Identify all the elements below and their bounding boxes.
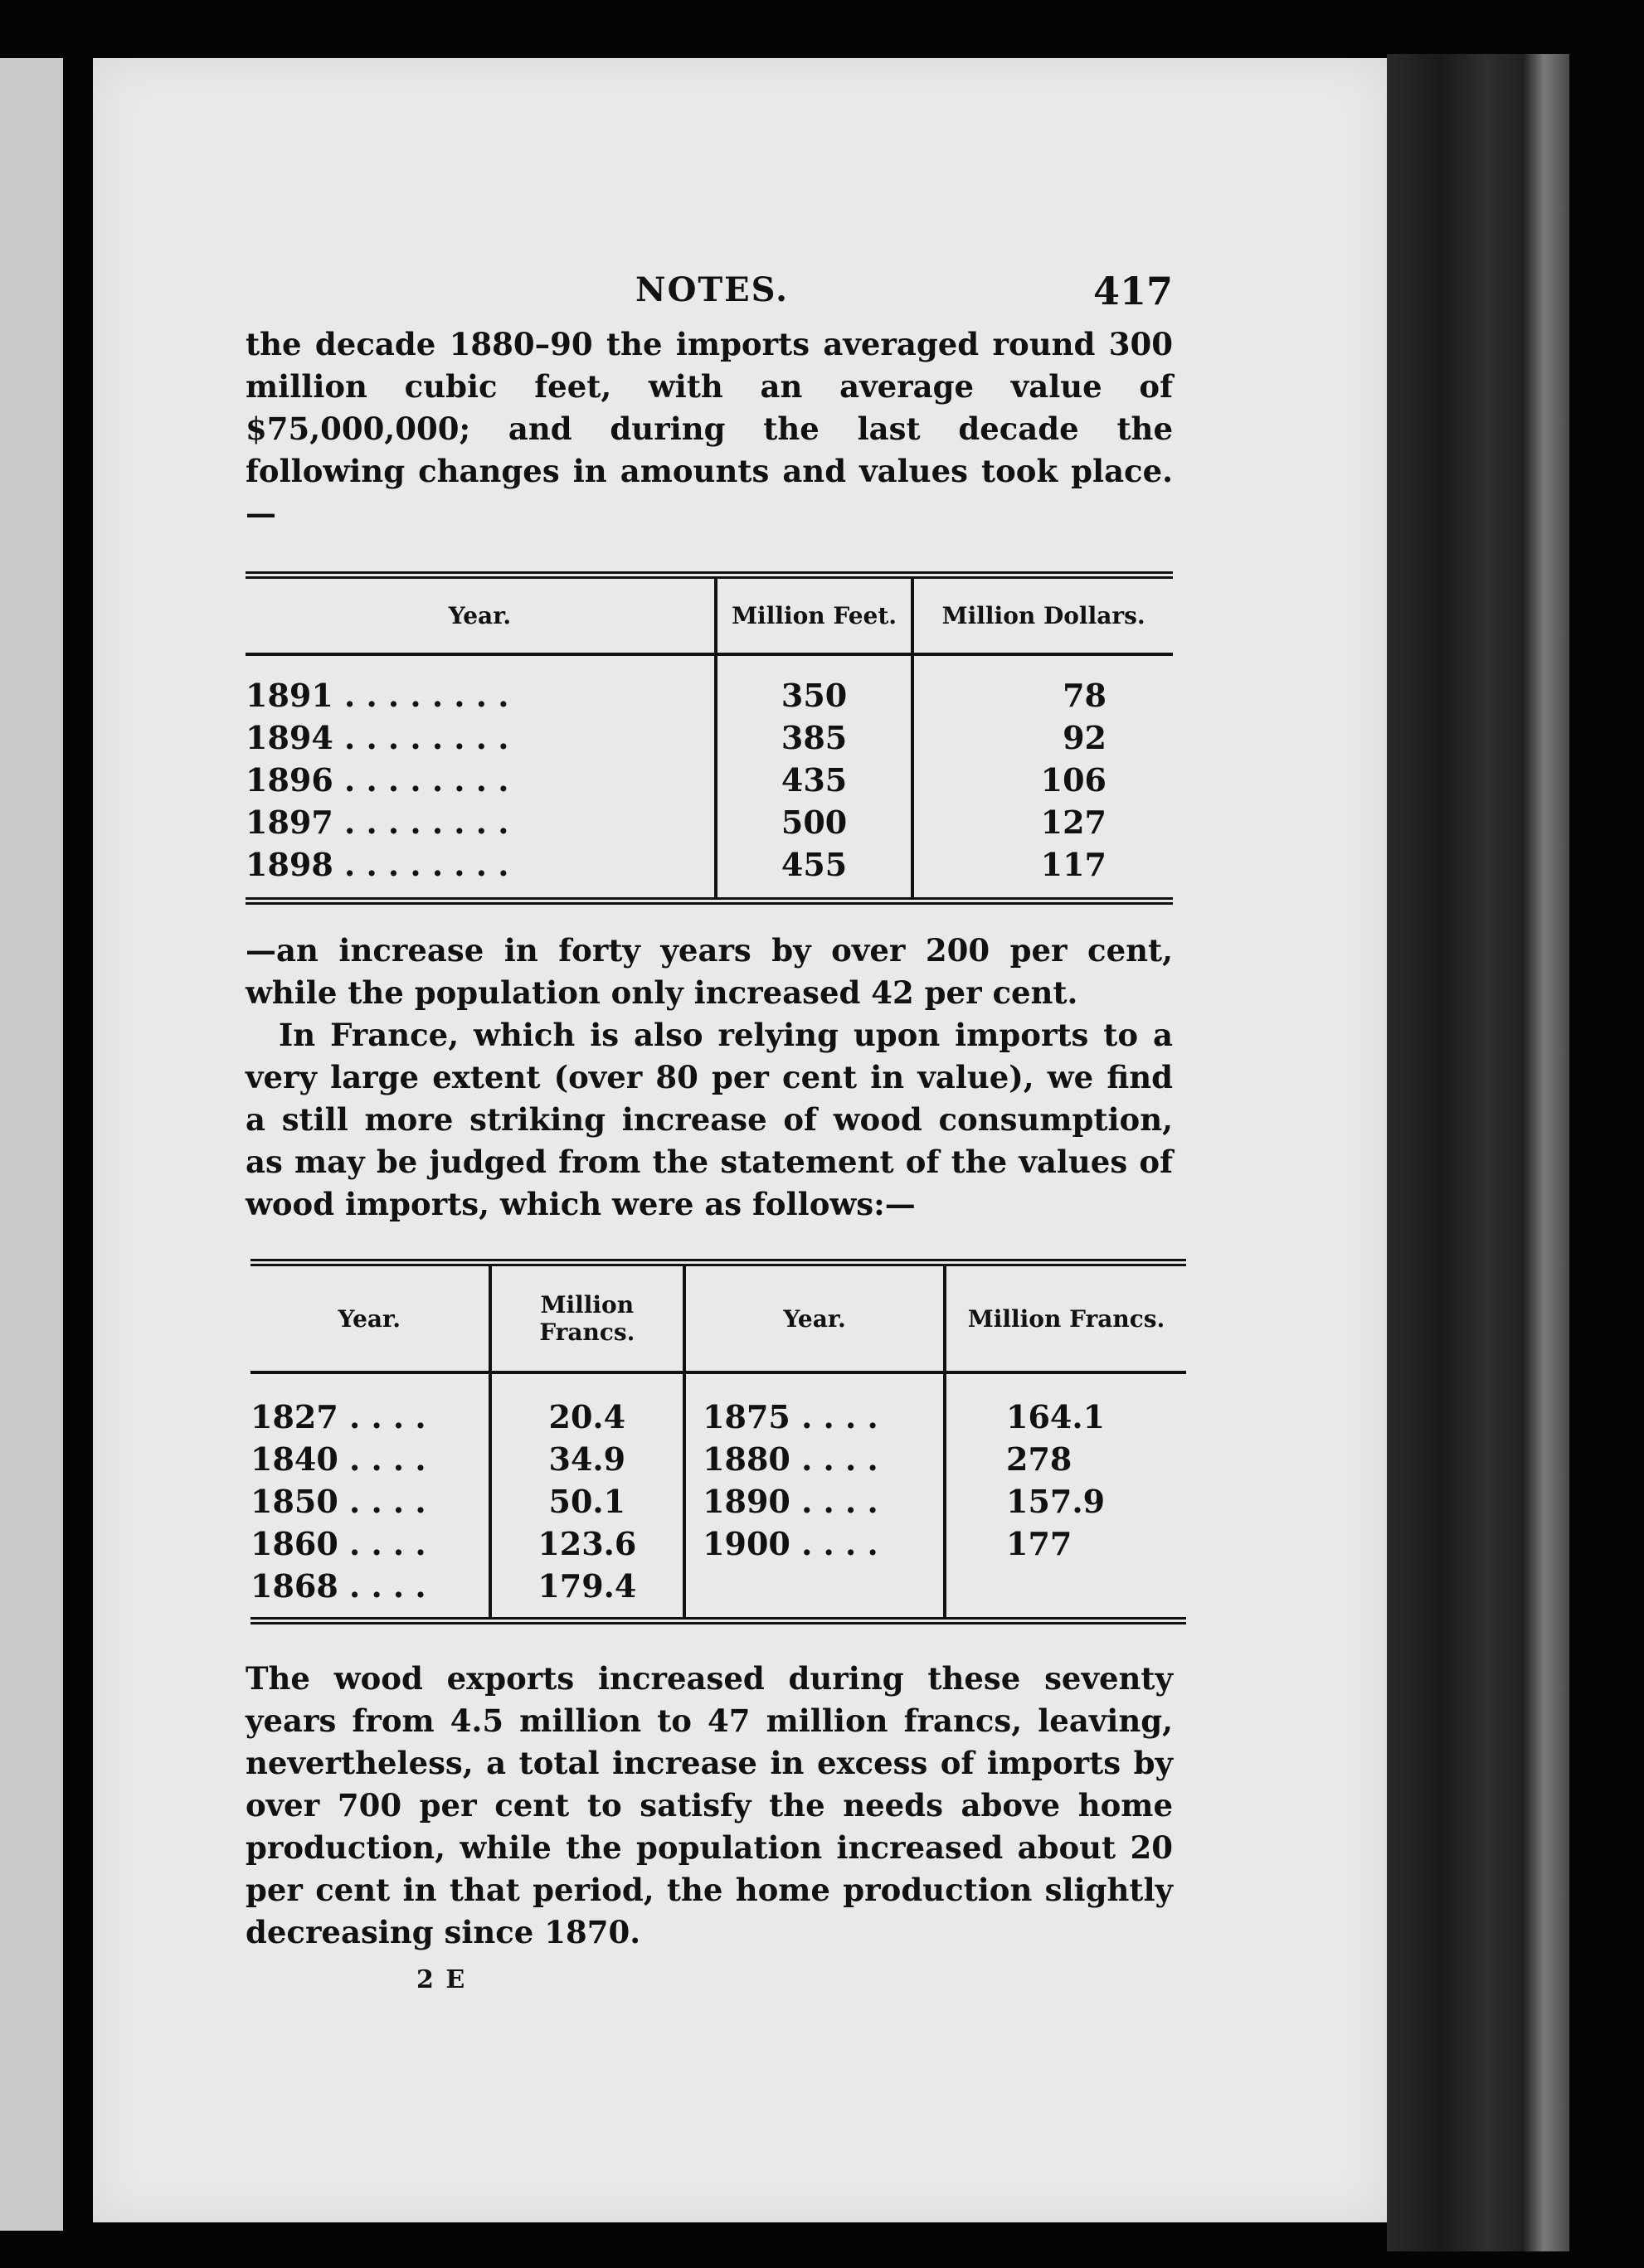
cell-year: 1891 . . . . . . . . (246, 677, 509, 714)
cell-million-francs: 157.9 (945, 1480, 1186, 1523)
cell-million-francs (945, 1565, 1186, 1621)
table-header-row (250, 1263, 1186, 1373)
paragraph-intro: the decade 1880–90 the imports averaged round 300 million cubic feet, with an average value of $75,000,000; and during the last decade the following changes in amounts and values took place.— (246, 326, 1173, 532)
cell-million-feet: 455 (716, 843, 912, 901)
signature-mark: 2 E (416, 1965, 467, 1994)
cell-year: 1868 . . . . (250, 1567, 426, 1605)
table-row (250, 1372, 1186, 1438)
paragraph-increase: —an increase in forty years by over 200 per cent, while the population only increased 42 per cent. (246, 932, 1173, 1011)
cell-million-francs: 278 (945, 1438, 1186, 1480)
cell-year: 1896 . . . . . . . . (246, 761, 509, 799)
table-row (246, 716, 1173, 759)
page-content (246, 265, 1173, 1994)
cell-million-feet: 500 (716, 801, 912, 843)
cell-million-francs: 164.1 (945, 1372, 1186, 1438)
cell-year (684, 1565, 945, 1621)
cell-year: 1875 . . . . (684, 1372, 945, 1438)
cell-year: 1860 . . . . (250, 1525, 426, 1562)
cell-year: 1894 . . . . . . . . (246, 719, 509, 756)
cell-year: 1898 . . . . . . . . (246, 846, 509, 883)
column-header-million-feet: Million Feet. (716, 575, 912, 655)
cell-year: 1880 . . . . (684, 1438, 945, 1480)
table-row (246, 654, 1173, 716)
cell-year: 1827 . . . . (250, 1398, 426, 1435)
page-stack-edge (1387, 54, 1569, 2251)
column-header-million-francs: Million Francs. (945, 1263, 1186, 1373)
paragraph-exports: The wood exports increased during these seventy years from 4.5 million to 47 million francs, leaving, nevertheless, a total increase in excess of imports by over 700 per cent to satisfy the needs above home production, while the population increased about 20 per cent in that period, the home production slightly decreasing since 1870. (246, 1660, 1173, 1950)
table-row (246, 759, 1173, 801)
cell-million-feet: 435 (716, 759, 912, 801)
france-imports-table (250, 1259, 1186, 1625)
table-row (250, 1438, 1186, 1480)
column-header-million-francs: Million Francs. (490, 1263, 685, 1373)
cell-million-dollars: 106 (912, 759, 1173, 801)
page-header (246, 265, 1173, 323)
cell-million-francs: 123.6 (490, 1523, 685, 1565)
column-header-year: Year. (684, 1263, 945, 1373)
cell-year: 1900 . . . . (684, 1523, 945, 1565)
cell-million-feet: 350 (716, 654, 912, 716)
cell-million-dollars: 117 (912, 843, 1173, 901)
cell-million-dollars: 127 (912, 801, 1173, 843)
cell-year: 1840 . . . . (250, 1440, 426, 1478)
page-number: 417 (1092, 269, 1173, 313)
table-row (250, 1523, 1186, 1565)
column-header-year: Year. (246, 575, 716, 655)
us-imports-table (246, 571, 1173, 905)
left-page-edge (0, 58, 63, 2231)
cell-million-dollars: 92 (912, 716, 1173, 759)
cell-million-francs: 177 (945, 1523, 1186, 1565)
cell-year: 1897 . . . . . . . . (246, 804, 509, 841)
table-header-row (246, 575, 1173, 655)
paragraph-france: In France, which is also relying upon imports to a very large extent (over 80 per cent in value), we find a still more striking increase of wood consumption, as may be judged from the statement of the values of wood imports, which were as follows:— (246, 1017, 1173, 1222)
table-row (250, 1480, 1186, 1523)
cell-million-feet: 385 (716, 716, 912, 759)
column-header-year: Year. (250, 1263, 490, 1373)
cell-million-francs: 34.9 (490, 1438, 685, 1480)
cell-year: 1850 . . . . (250, 1483, 426, 1520)
cell-year: 1890 . . . . (684, 1480, 945, 1523)
table-row (250, 1565, 1186, 1621)
cell-million-francs: 179.4 (490, 1565, 685, 1621)
cell-million-francs: 50.1 (490, 1480, 685, 1523)
table-row (246, 843, 1173, 901)
cell-million-dollars: 78 (912, 654, 1173, 716)
running-head: NOTES. (635, 270, 790, 309)
column-header-million-dollars: Million Dollars. (912, 575, 1173, 655)
table-row (246, 801, 1173, 843)
cell-million-francs: 20.4 (490, 1372, 685, 1438)
